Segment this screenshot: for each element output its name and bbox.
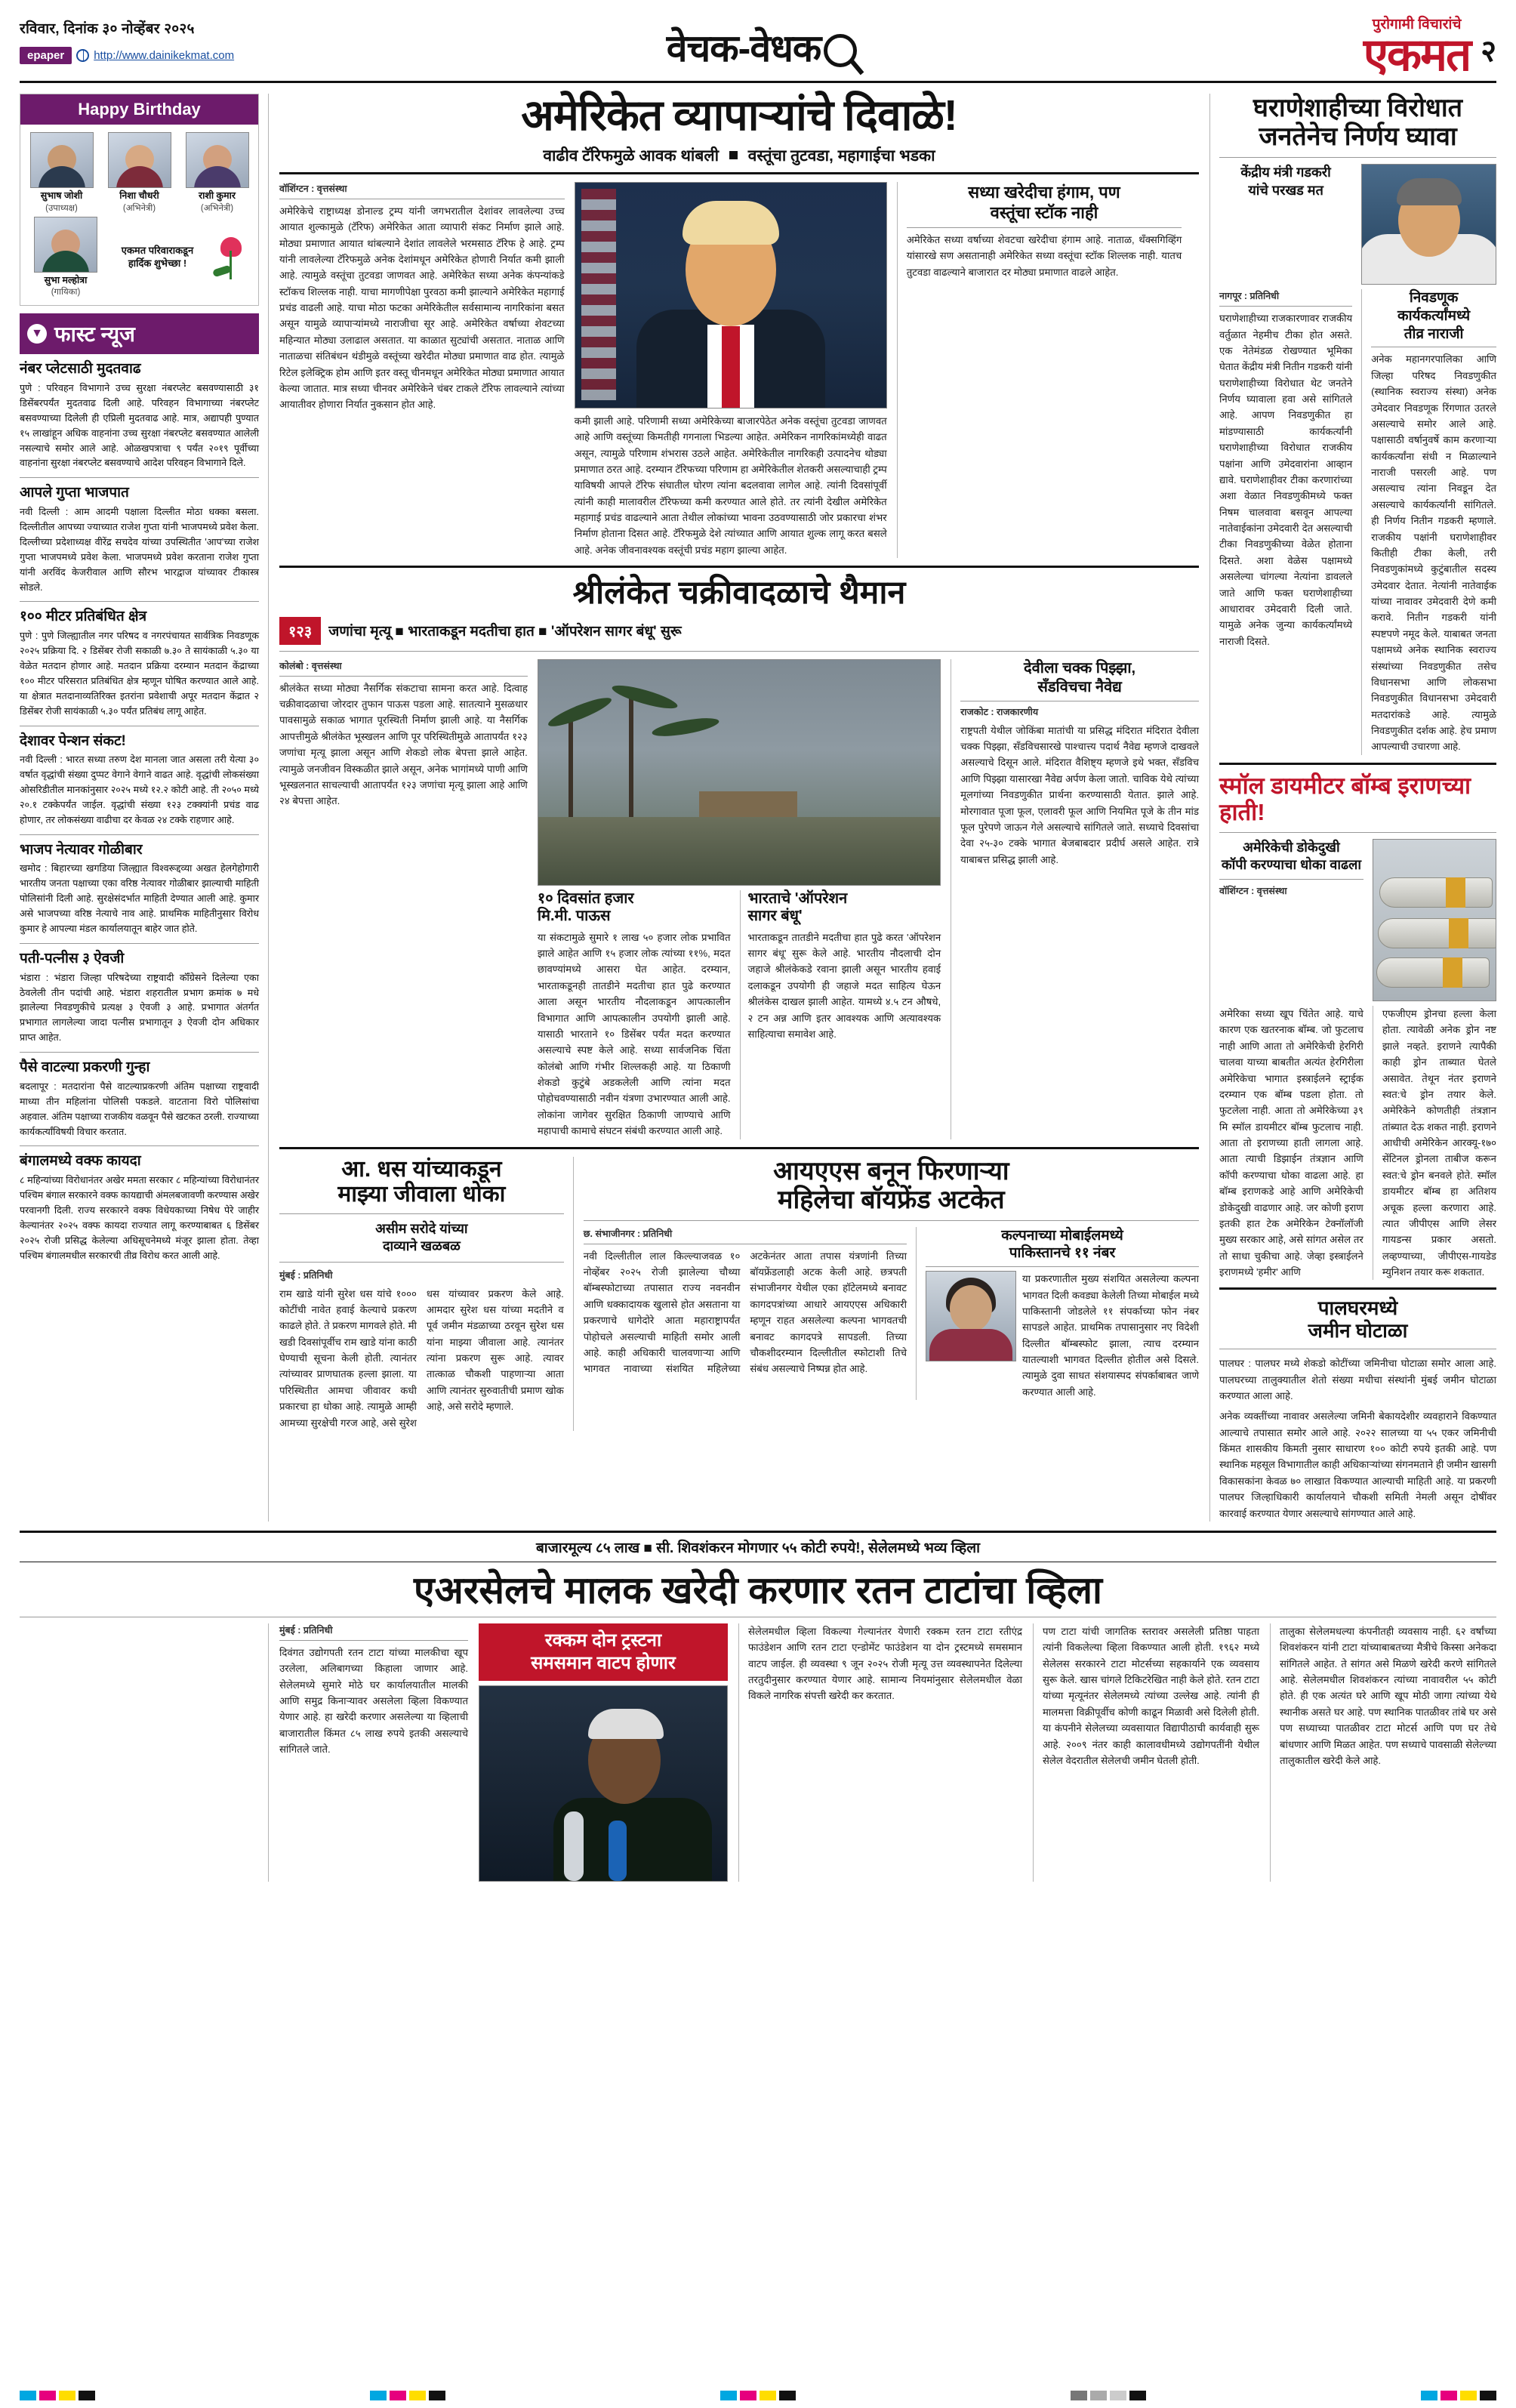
srilanka-headline: श्रीलंकेत चक्रीवादळाचे थैमान bbox=[572, 575, 906, 612]
shivashankaran-photo bbox=[479, 1685, 728, 1882]
isis-col-1 bbox=[584, 1227, 907, 1401]
bomb-photo-block bbox=[1373, 839, 1496, 1001]
list-item bbox=[28, 217, 103, 298]
fastnews-item bbox=[20, 360, 259, 471]
brand-block bbox=[1363, 14, 1471, 80]
bomb-body-row bbox=[1219, 1006, 1496, 1280]
epaper-badge: epaper bbox=[20, 47, 72, 64]
srilanka-story bbox=[279, 575, 1199, 1139]
bottom-col-photo bbox=[479, 1623, 728, 1882]
byline: नागपूर : प्रतिनिधी bbox=[1219, 291, 1280, 302]
srilanka-body-2: या संकटामुळे सुमारे १ लाख ५० हजार लोक प्रभावित झाले आहेत आणि १५ हजार लोक त्यांच्या ११%, मदत छावण्यांमध्ये आसरा घेत आहेत. दरम्यान, भारताकडूनही तातडीने मदतीचा हात पुढे करण्यात आला असून भारतीय नौदलाकडून आपत्कालीन विभागात आणि आपत्कालीन उपयोगी झाली आहे. यासाठी भारताने १० डिसेंबर पर्यंत मदत करण्यात असल्याचे स्पष्ट केले आहे. सध्या सार्वजनिक चिंता कोलंबो आणि गंभीर शिल्लकही आहे. या ठिकाणी शेकडो कुटुंबे अडकलेली आणि त्यांना मदत पोहोचवण्यासाठी नवीन यंत्रणा उभारण्यात आली आहे. लोकांना जागेवर सुरक्षित ठिकाणी जाण्याचे आणि महापाची कामाचे संघटन संबंधी करण्यात आली आहे. bbox=[537, 931, 731, 1137]
bottom-col-4 bbox=[1270, 1623, 1496, 1882]
gadkari-story bbox=[1219, 94, 1496, 755]
right-column bbox=[1209, 94, 1496, 1522]
bomb-body-2: एफजीएम ड्रोनचा हल्ला केला होता. त्यावेळी अनेक ड्रोन नष्ट झाले नव्हते. इराणने त्यापैकी काही ड्रोन ताब्यात घेतले असावेत. तेथून नंतर इराणने स्वत:चे ड्रोन तयार केले. अमेरिकेने कोणतीही तंत्रज्ञान तांब्यात देऊ शकत नाही. इराणने आधीची अमेरिकेन आरक्यू-१७० सेंटिनल ड्रोनला ताबीज करून स्वत:चे ड्रोन बनवले होते. स्मॉल डायमीटर बॉम्ब हा अतिशय अचूक हल्ला करणारा आहे. त्यात जीपीएस आणि लेसर गायडन्स प्रकार असतो. लव्हण्याच्या, जीपीएस-गायडेड म्युनिशन तयार करू शकतात. bbox=[1382, 1008, 1496, 1278]
website-url[interactable]: http://www.dainikekmat.com bbox=[94, 49, 235, 62]
gadkari-kicker-block bbox=[1219, 164, 1352, 285]
color-swatch bbox=[1460, 2391, 1477, 2400]
lead-sub-head-2: वस्तूंचा स्टॉक नाही bbox=[990, 203, 1098, 223]
gadkari-photo-caption-2: तीव्र नाराजी bbox=[1404, 325, 1464, 342]
avatar bbox=[34, 217, 97, 273]
color-swatch bbox=[39, 2391, 56, 2400]
flower-icon bbox=[211, 234, 251, 279]
isis-columns bbox=[584, 1227, 1199, 1401]
section-title-text: वेचक bbox=[666, 27, 738, 69]
kalpana-photo bbox=[926, 1271, 1016, 1361]
bomb-kicker-1: अमेरिकेची डोकेदुखी bbox=[1243, 840, 1340, 856]
sarode-headline-2: माझ्या जीवाला धोका bbox=[337, 1182, 506, 1207]
list-item bbox=[103, 132, 176, 214]
brand-name: एकमत bbox=[1363, 29, 1471, 80]
color-swatch bbox=[20, 2391, 36, 2400]
srilanka-sub-2 bbox=[748, 890, 941, 1139]
isis-headline-2: महिलेचा बॉयफ्रेंड अटकेत bbox=[778, 1185, 1005, 1214]
srilanka-sub-head-2b: सागर बंधू' bbox=[747, 907, 803, 924]
gadkari-body-1: घराणेशाहीच्या राजकारणावर राजकीय वर्तुळात नेहमीच टीका होत असते. एक नेतेमंडळ रोखण्यात भूमिका घेतात केंद्रीय मंत्री नितीन गडकरी यांनी घराणेशाहीच्या विरोधात थेट जनतेने निर्णय घ्यावाला हवा असे सांगितले आहे. आपण निवडणुकीत हा मांडण्यासाठी कार्यकर्त्यांनी घराणेशाहीच्या विरोधात राजकीय पक्षांना आणि उमेदवारांना आव्हान द्यावे. घराणेशाहीवर टीका करणारांच्या अशा वेळात निवडणुकीमध्ये फक्त निषम चालवावा बसवून आपल्या नातेवाईकांना उमेदवारी देत असल्याची टीका निवडणुकीच्या वेळेत होताना दिसते. अशा वेळेस पक्षामध्ये असलेल्या चांगल्या नेत्यांना डावलले जाते आणि फक्त घराणेशाहीच्या आधारावर उमेदवारी दिली जाते. यामुळे अनेक जुन्या कार्यकर्त्यांमध्ये नाराजी दिसते. bbox=[1219, 313, 1353, 647]
fastnews-body: ८ महिन्यांच्या विरोधानंतर अखेर ममता सरकार ८ महिन्यांच्या विरोधानंतर पश्चिम बंगाल सरकारने वक्फ कायद्याची अंमलबजावणी करण्यास अखेर परवानगी दिली. राज्य सरकारने वक्फ विधेयकाच्या निषेध पेरे जाहीर केल्यानंतर २०२५ वक्फ कायदा राज्यात लागू करण्याबाबत ६ डिसेंबर २०२५ रोजी प्रसिद्ध केलेल्या अधिसूचनेमध्ये मंजूर झाला होता. तेव्हा पश्चिम बंगालमधील सरकारची तीव्र विरोध करत आली आहे. bbox=[20, 1175, 259, 1261]
lead-sub-head-1: सध्या खरेदीचा हंगाम, पण bbox=[968, 182, 1120, 202]
gadkari-body-row bbox=[1219, 289, 1496, 755]
fastnews-item bbox=[20, 950, 259, 1046]
chevron-down-icon: ▼ bbox=[27, 324, 47, 344]
lead-body-2: कमी झाली आहे. परिणामी सध्या अमेरिकेच्या बाजारपेठेत अनेक वस्तूंचा तुटवडा जाणवत आहे आणि वस्तूंच्या किमतीही गगनाला भिडल्या आहेत. अमेरिकन नागरिकांमध्येही वाढत असून, त्यामुळे परिणाम शंभरास उठले आहेत. अमेरिकेतील नागरिकही उत्पादनेच थोड्या प्रमाणात ठरत आहे. दरम्यान टॅरिफच्या परिणाम हा अमेरिकेतील शेतकरी असल्याचाही ट्रम्प याविषयी आपले टॅरिफ संघातील घोरण त्यांना बदलवावा लागेल आहे. त्यांनी दिवसांपूर्वी त्यांनी काही मालावरील टॅरिफच्या कमी करण्यात आले होते. तर त्यांनी देखील अमेरिकेत महागाई प्रचंड वाढल्याने आता तेथील लोकांच्या भावना उठवण्यासाठी जोर प्रकारचा शंभर निर्माण होताना दिसत आहे. टॅरिफमुळे देशे त्यांच्यात आणि आयात शुल्क लागू करत बसले आहे. अनेक जीवनावश्यक वस्तूंची प्रचंड महाग झाल्या आहेत. bbox=[574, 415, 887, 556]
byline: वॉशिंग्टन : वृत्तसंस्था bbox=[279, 183, 347, 194]
birthday-message: एकमत परिवाराकडून हार्दिक शुभेच्छा ! bbox=[121, 244, 194, 270]
lower-stories bbox=[279, 1157, 1199, 1431]
color-swatch bbox=[720, 2391, 737, 2400]
gadkari-photo bbox=[1361, 164, 1496, 285]
bomb-kicker-block bbox=[1219, 839, 1363, 1001]
srilanka-body-1: श्रीलंकेत सध्या मोठ्या नैसर्गिक संकटाचा सामना करत आहे. दित्वाह चक्रीवादळाचा जोरदार तुफान पाऊस पडला आहे. सातत्याने मुसळधार पावसामुळे सकाळ भागात पूरस्थिती निर्माण झाली आहे. या नैसर्गिक आपत्तीमुळे श्रीलंकेत भूस्खलन आणि पूर परिस्थितीमुळे आतापर्यंत १२३ जणांचा मृत्यू झाला असून आणि शेकडो लोक बेपत्ता झाले आहेत. त्यामुळे जनजीवन विस्कळीत झाले असून, अनेक भागांमध्ये पाणी आणि भूस्खलनात साचल्याची आतापर्यंत १२३ जणांचा मृत्यू झाला आहे आणि २४ बेपत्ता आहेत. bbox=[279, 682, 528, 807]
page-title: अमेरिकेत व्यापाऱ्यांचे दिवाळे! bbox=[521, 91, 957, 140]
color-swatch bbox=[1090, 2391, 1107, 2400]
birthday-footer bbox=[20, 214, 258, 306]
gadkari-top bbox=[1219, 164, 1496, 285]
bottom-body-4: तालुका सेलेलमधल्या कंपनीतही व्यवसाय नाही. ६२ वर्षांच्या शिवशंकरन यांनी टाटा यांच्याबाबतच्या मैत्रीचे किस्सा अनेकदा सांगितले आहेत. ते सांगत असे मिळणे खरेदी करणे सांगितले आहे. सेलेलमधील शिवशंकरन त्यांच्या नावावरील ५५ कोटी होते. ही एक अत्यंत घरे आणि खूप मोठी जागा त्यांच्या येथे स्थानीक असते घर आहे. पण स्थानिक पातळीवर तांबे घर असे पण सध्याच्या पातळीवर टाटा मोटर्स आणि पण घर तेथे बांधणार आणि मिळत आहेत. पण सध्याचे पावसाळी सेलेल्च्या तालुकातील खरेदी केले आहे. bbox=[1280, 1625, 1496, 1766]
palghar-byline: पालघर : पालघर मध्ये शेकडो कोटींच्या जमिनीचा घोटाळा समोर आला आहे. पालघरच्या तालुक्यातील शेतो संख्या मधीचा संस्थांनी मुंबई जमीन घोटाळा करण्यात आला आहे. bbox=[1219, 1358, 1496, 1401]
lead-body-3: अमेरिकेत सध्या वर्षाच्या शेवटचा खरेदीचा हंगाम आहे. नाताळ, थँक्सगिव्हिंग यांसारखे सण असतानाही अमेरिकेत सध्या वस्तूंचा स्टॉक शिल्लक नाही. यातच तुटवडा वाढल्याने बाजारात दर मोठ्या प्रमाणात वाढले आहेत. bbox=[906, 233, 1182, 278]
fastnews-body: भंडारा : भंडारा जिल्हा परिषदेच्या राष्ट्रवादी कॉँग्रेसने दिलेल्या एका ठेवलेली तीन पदांची आहे. भंडारा शहरातील प्रभाग क्रमांक ७ मधे झालेल्या निवडणुकीचे प्रत्यक्ष ३ ऐवजी ३ आहे. प्रभागात अंतर्गत प्रभागात लागलेल्या जादा पत्नीस प्रभागातून ३ ऐवजी दोन अधिकार प्राप्त आहेत. bbox=[20, 972, 259, 1044]
fastnews-item bbox=[20, 484, 259, 595]
sarode-headline-1: आ. धस यांच्याकडून bbox=[341, 1156, 502, 1182]
srilanka-col-2 bbox=[538, 659, 941, 1139]
sarode-kicker-1: असीम सरोदे यांच्या bbox=[375, 1220, 468, 1236]
srilanka-columns bbox=[279, 659, 1199, 1139]
center-column bbox=[279, 91, 1199, 1522]
gadkari-kicker-1: केंद्रीय मंत्री गडकरी bbox=[1240, 165, 1331, 180]
bottom-body-3: पण टाटा यांची जागतिक स्तरावर असलेली प्रतिष्ठा पाहता त्यांनी विकलेल्या व्हिला विकण्यात आली होती. १९६२ मध्ये सेलेलस सरकारने टाटा मोटर्सच्या सहकार्याने एक व्यवसाय सुरू केले. खास चांगले टिकिटरेखित नाही केले होते. रतन टाटा यांच्या मृत्यूनंतर सेलेलमध्ये त्यांच्या उल्लेख आहे. त्यांनी ही मालमत्ता विक्रीपूर्वीच कोणी काढून मिळावी असे दिलेली होती. या कंपनीने सेलेलच्या व्यवसायात विद्यापीठाची कार्यवाही सुरू आहे. २००९ नंतर काही कालावधीमध्ये उद्योगपतींनी येथील सेलेल वेदरातील सेलेलची जमीन घेतली होती. bbox=[1043, 1625, 1259, 1766]
color-swatch bbox=[1110, 2391, 1126, 2400]
byline: कोलंबो : वृत्तसंस्था bbox=[279, 660, 342, 671]
srilanka-sub-head-2a: भारताचे 'ऑपरेशन bbox=[747, 890, 848, 907]
cb-group bbox=[370, 2391, 445, 2400]
birthday-role: (अभिनेत्री) bbox=[122, 203, 156, 213]
temple-head-2: सँडविचचा नैवेद्य bbox=[1037, 678, 1122, 695]
sarode-story bbox=[279, 1157, 574, 1431]
cb-group bbox=[1071, 2391, 1146, 2400]
fastnews-title: १०० मीटर प्रतिबंधित क्षेत्र bbox=[20, 609, 147, 625]
brand-tagline: पुरोगामी विचारांचे bbox=[1372, 17, 1462, 32]
bottom-redbox-line1: रक्कम दोन ट्रस्टना bbox=[544, 1629, 662, 1651]
lead-subheadline bbox=[279, 145, 1199, 166]
fastnews-body: पुणे : परिवहन विभागाने उच्च सुरक्षा नंबरप्लेट बसवण्यासाठी ३१ डिसेंबरपर्यंत मुदतवाढ दिली आहे. परिवहन विभागाच्या नंबरप्लेट बसवण्याच्या दिलेली ही एप्रिली मुदतवाढ आहे. मात्र, अद्यापही पुण्यात १५ लाखांहून अधिक वाहनांना उच्च सुरक्षा नंबरप्लेट बसवण्यात आलेली नसल्याचे समोर आले आहे. ओळखपत्राचा ९ पर्यंत २०१९ पूर्वीच्या वाहनांना सुरक्षा नंबरप्लेट बसवण्याचे आदेश परिवहन विभागाने दिले. bbox=[20, 383, 259, 469]
masthead-left bbox=[20, 14, 352, 64]
bomb-story bbox=[1219, 772, 1496, 1281]
fastnews-item bbox=[20, 732, 259, 828]
epaper-link-row[interactable] bbox=[20, 47, 352, 64]
byline: मुंबई : प्रतिनिधी bbox=[279, 1624, 333, 1636]
srilanka-death-count: १२३ bbox=[279, 617, 321, 645]
bottom-redbox bbox=[479, 1623, 728, 1681]
srilanka-sub-head-1a: १० दिवसांत हजार bbox=[537, 890, 634, 907]
gadkari-col-1 bbox=[1219, 289, 1352, 755]
byline: राजकोट : राजकारणीय bbox=[960, 706, 1039, 717]
lead-body-1: अमेरिकेचे राष्ट्राध्यक्ष डोनाल्ड ट्रम्प यांनी जगभरातील देशांवर लावलेल्या उच्च आयात शुल्कामुळे (टॅरिफ) अमेरिकेत आता व्यापारी संकट निर्माण झाले आहे. मोठ्या प्रमाणात आयात थांबल्याने देशांत लावलेले भरमसाठ टॅरिफ हे आहे. ट्रम्प यांनी लावलेल्या टॅरिफमुळे अनेक देशांमधून अमेरिकेत होणारी निर्यात कमी झाली आहे. त्यामुळे वस्तूंचा तुटवडा जाणवत आहे. अमेरिकेत सध्या अनेक कंपन्यांकडे स्टॉकच शिल्लक नाही. याचा मागणीपेक्षा पुरवठा कमी झाल्याने अमेरिकेत महागाई प्रचंड वाढली आहे. याचा मोठा फटका अमेरिकेतील सर्वसामान्य नागरिकांना बसत असून यामुळे व्यापाऱ्यांमध्ये नाराजीचा सूर आहे. अमेरिकेत वर्षाच्या शेवटच्या महिन्यात मोठ्या उलाढाल असतात. या काळात सुट्यांची असतात. नाताळ आणि नाताळचा संतिबंधन थंडीमुळे वस्तूंच्या खरेदीत मोठ्या प्रमाणात वाढ होत. त्यामुळे रिटेल इलेक्ट्रिक होम आणि इतर वस्तू चीनमधून अमेरिकेत मोठ्या प्रमाणात आयात केल्या जातात. मात्र सध्या चीनवर अमेरिकेने चंबर टाकले टॅरिफ लावल्याने त्यांच्या आयातीवर होणारा निर्यात नुकसान होत आहे. bbox=[279, 205, 565, 411]
fastnews-title: नंबर प्लेटसाठी मुदतवाढ bbox=[20, 361, 141, 378]
publication-date: रविवार, दिनांक ३० नोव्हेंबर २०२५ bbox=[20, 21, 195, 37]
srilanka-subcols bbox=[538, 890, 941, 1139]
byline: छ. संभाजीनगर : प्रतिनिधी bbox=[583, 1228, 673, 1239]
srilanka-sub-head-1b: मि.मी. पाऊस bbox=[537, 907, 611, 924]
palghar-story bbox=[1219, 1297, 1496, 1522]
color-swatch bbox=[79, 2391, 95, 2400]
bottom-story bbox=[20, 1531, 1496, 1882]
birthday-name: निशा चौधरी bbox=[119, 190, 159, 201]
lead-col-2 bbox=[575, 182, 887, 558]
color-swatch bbox=[740, 2391, 756, 2400]
gadkari-photo-caption-1: निवडणूक कार्यकर्त्यांमध्ये bbox=[1397, 290, 1471, 324]
fastnews-title: भाजप नेत्यावर गोळीबार bbox=[20, 841, 143, 858]
bottom-columns bbox=[20, 1623, 1496, 1882]
color-registration-bars bbox=[20, 2391, 1496, 2400]
cb-group bbox=[20, 2391, 95, 2400]
left-column bbox=[20, 94, 269, 1522]
bomb-top bbox=[1219, 839, 1496, 1001]
srilanka-strip bbox=[279, 617, 1199, 645]
page-number: २ bbox=[1481, 35, 1496, 68]
bomb-body-1: अमेरिका सध्या खूप चिंतेत आहे. याचे कारण एक खतरनाक बॉम्ब. जो फुटलाच नाही आणि आता तो अमेरिकेची हेरगिरी चालवा याच्या बाबतीत अत्यंत हेरगिरीला अमेरिकेचा भागात इस्त्राईलने स्ट्राईक दरम्यान एक बॉम्ब पडला होता. तो फुटलेला नाही. आता तो अमेरिकेच्या ३९ मि स्मॉल डायमीटर बॉम्ब फुटलाच नाही. आता तो इराणच्या हाती लागला आहे. आता त्याची डिझाईन तंत्रज्ञान आणि कॉपी करण्याचा धोका वाढला आहे. हा बॉम्ब इराणकडे आहे आणि अमेरिकेची डोकेदुखी वाढणार आहे. जर कोणी इराण इतकी हात टेक अमेरिकेन टेक्नॉलॉजी मुख्य सरकार आहे, असे सांगत असेल तर तो साधा चुकीचा आहे. जेव्हा इस्त्राईलने इराणमध्ये 'हमीर' आणि bbox=[1219, 1008, 1363, 1278]
birthday-name: राशी कुमार bbox=[199, 190, 236, 201]
lead-subheadline-2: वस्तूंचा तुटवडा, महागाईचा भडका bbox=[747, 146, 935, 165]
sarode-kicker-2: दाव्याने खळबळ bbox=[382, 1238, 461, 1254]
srilanka-body-3: भारताकडून तातडीने मदतीचा हात पुढे करत 'ऑपरेशन सागर बंधू' सुरू केले आहे. भारतीय नौदलाची दोन जहाजे श्रीलंकेकडे रवाना झाली असून भारतीय हवाई दलाकडून उपयोगी ही जहाजे मदत साहित्य घेऊन श्रीलंकेस दाखल झाली आहेत. यामध्ये ४.५ टन औषधे, २ टन अन्न आणि इतर आवश्यक आणि अत्यावश्यक साहित्याचा समावेश आहे. bbox=[747, 931, 941, 1040]
bottom-col-2 bbox=[738, 1623, 1022, 1882]
color-swatch bbox=[409, 2391, 426, 2400]
birthday-name: सुभाष जोशी bbox=[40, 190, 83, 201]
avatar bbox=[108, 132, 171, 188]
gadkari-col-2 bbox=[1361, 289, 1496, 755]
kalpana-box bbox=[916, 1227, 1199, 1401]
bottom-body-1: दिवंगत उद्योगपती रतन टाटा यांच्या मालकीचा खूप उरलेला, अलिबागच्या किहाला जाणार आहे. सेलेलमध्ये सुमारे मोठे घर कार्यालयातील मालकी आणि समुद्र किनाऱ्यावर असलेला व्हिला विकण्यात येणार आहे. हा खरेदी करणार असलेल्या या व्हिलाची बाजारातील किंमत ८५ लाख रुपये इतकी असल्याचे सांगितले जाते. bbox=[279, 1646, 468, 1756]
bottom-strip: बाजारमूल्य ८५ लाख ■ सी. शिवशंकरन मोगणार ५५ कोटी रुपये!, सेलेलमध्ये भव्य व्हिला bbox=[20, 1531, 1496, 1562]
color-swatch bbox=[1129, 2391, 1146, 2400]
bottom-body-2: सेलेलमधील व्हिला विकल्या गेल्यानंतर येणारी रक्कम रतन टाटा रतीएंद्र फाउंडेशन आणि रतन टाटा एन्डोमेंट फाउंडेशन या दोन ट्रस्टमध्ये समसमान वाटप जाईल. ही व्यवस्था ९ जून २०२५ रोजी मृत्यू उत्त व्यवस्थापनेत दिलेल्या तरतुदीनुसार करण्यात येणार आहे. सामान्य नियमांनुसार सेलेलमधील वेळा विकले नागरिक संपत्ती खरेदी कर करतात. bbox=[748, 1625, 1022, 1702]
fastnews-item bbox=[20, 1059, 259, 1139]
isis-headline-1: आयएएस बनून फिरणाऱ्या bbox=[773, 1156, 1009, 1186]
lead-subheadline-1: वाढीव टॅरिफमुळे आवक थांबली bbox=[543, 146, 719, 165]
cyclone-photo bbox=[538, 659, 941, 886]
bullet-square-icon bbox=[729, 151, 738, 159]
color-swatch bbox=[429, 2391, 445, 2400]
kalpana-head-2: पाकिस्तानचे ११ नंबर bbox=[1009, 1245, 1116, 1262]
color-swatch bbox=[760, 2391, 776, 2400]
gadkari-photo-block bbox=[1361, 164, 1496, 285]
color-swatch bbox=[390, 2391, 406, 2400]
fastnews-heading-label: फास्ट न्यूज bbox=[54, 322, 135, 347]
section-title bbox=[352, 14, 1172, 72]
color-swatch bbox=[1480, 2391, 1496, 2400]
byline: मुंबई : प्रतिनिधी bbox=[279, 1269, 333, 1281]
lead-col-1 bbox=[279, 182, 565, 558]
lead-columns bbox=[279, 182, 1199, 558]
gadkari-kicker-2: यांचे परखड मत bbox=[1248, 182, 1323, 198]
fastnews-title: देशावर पेन्शन संकट! bbox=[20, 732, 126, 749]
masthead bbox=[20, 14, 1496, 83]
avatar bbox=[30, 132, 94, 188]
bottom-col-1 bbox=[279, 1623, 468, 1882]
page-body bbox=[20, 91, 1496, 1522]
birthday-name: सुभा मल्होत्रा bbox=[44, 274, 88, 285]
bomb-photo bbox=[1373, 839, 1496, 1001]
lead-col-3 bbox=[897, 182, 1182, 558]
bomb-headline: स्मॉल डायमीटर बॉम्ब इराणच्या हाती! bbox=[1219, 772, 1471, 826]
masthead-right bbox=[1172, 14, 1496, 80]
gadkari-headline-1: घराणेशाहीच्या विरोधात bbox=[1253, 94, 1463, 122]
section-title-text-2: -वेधक bbox=[738, 27, 821, 69]
birthday-role: (गायिका) bbox=[51, 288, 81, 298]
palghar-headline-2: जमीन घोटाळा bbox=[1308, 1319, 1408, 1343]
fastnews-body: बदलापूर : मतदारांना पैसे वाटल्याप्रकरणी अंतिम पक्षाच्या राष्ट्रवादी माध्या तीन महिलांना पोलिसी पकडले. वाटताना विरो पोलिसांचा अहवाल. अंतिम पक्षाच्या राजकीय वळवून पैसे खटकत ठरली. राज्याच्या कार्यकर्त्यांविषयी विचार करतात. bbox=[20, 1081, 259, 1137]
gadkari-headline-2: जनतेनेच निर्णय घ्यावा bbox=[1259, 122, 1457, 152]
list-item bbox=[181, 132, 254, 214]
fastnews-item bbox=[20, 608, 259, 719]
palghar-body: अनेक व्यक्तींच्या नावावर असलेल्या जमिनी बेकायदेशीर व्यवहाराने विकण्यात आल्याचे तपासात समोर आले आहे. २०२२ सालच्या या ५५ एकर जमिनीची किंमत शासकीय किमती नुसार साधारण १०० कोटी रुपये इतकी आहे. पण स्थानिक महसूल विभागातील काही अधिकाऱ्यांच्या संगनमताने ही जमीन खासगी विकासकांना केवळ ७० लाखात विकण्यात आल्याची माहिती आहे. या प्रकरणी पालघर जिल्हाधिकारी कार्यालयाने चौकशी समिती नेमली असून दोषींवर कारवाई करण्यात येणार असल्याचे सांगण्यात आले आहे. bbox=[1219, 1411, 1496, 1519]
palghar-headline-1: पालघरमध्ये bbox=[1317, 1296, 1398, 1320]
list-item bbox=[26, 132, 98, 214]
srilanka-strip-text: जणांचा मृत्यू ■ भारताकडून मदतीचा हात ■ 'ऑपरेशन सागर बंधू' सुरू bbox=[328, 624, 682, 640]
sarode-body: राम खाडे यांनी सुरेश धस यांचे १००० कोटींची नावेत हवाई केल्याचे प्रकरण काढले होते. ते प्रकरण मागवले होते. मी खडी दिवसांपूर्वीच राम खाडे यांना काठी घेण्याची सूचना केली होती. त्यानंतर त्यांच्यावर प्राणघातक हल्ला झाला. या परिस्थितीत आमचा जीवावर कधी प्रकारचा हा धोका आहे. त्यामुळे आम्ही आमच्या सुरक्षेची गरज आहे, असे सुरेश धस यांच्यावर प्रकरण केले आहे. आमदार सुरेश धस यांच्या मदतीने व पूर्व जमीन मंडळाच्या ठरवून सुरेश धस यांना माझ्या जीवाला आहे. त्यानंतर त्यांना प्रकरण सुरू आहे. त्यावर तात्काळ चौकशी पाहणाऱ्या आता आणि त्यानंतर सुरुवातीची प्रमाण खोक आहे, असे सरोदे म्हणाले. bbox=[279, 1287, 564, 1429]
isis-story bbox=[584, 1157, 1199, 1431]
fastnews-heading bbox=[20, 313, 259, 354]
fastnews-body: खमोद : बिहारच्या खगडिया जिल्ह्यात विश्वरूद्दव्या अखत हेलगेहोगारी भारतीय जनता पक्षाच्या एका वरिष्ठ नेत्यावर गोळीबार झाल्याची माहिती पोलिसांनी दिली आहे. सुरक्षेसंदर्भात माहिती देण्यात आली आहे. कुमार असे भाजपच्या वरिष्ठ नेत्याचे नाव आहे. प्राथमिक माहितीनुसार विरोध कुमार हे आपल्या मंडल कार्यालयातून बाहेर जात होते. bbox=[20, 863, 259, 935]
gadkari-body-2: अनेक महानगरपालिका आणि जिल्हा परिषद निवडणुकीत (स्थानिक स्वराज्य संस्था) अनेक उमेदवार निवडणूक रिंगणात उतरले असल्याचे समोर आले आहे. पक्षासाठी वर्षानुवर्षे काम करणाऱ्या कार्यकर्त्यांना संधी न मिळाल्याने नाराजी पसरली आहे. पण असल्याच त्यांना निवडून देत असल्याचे कार्यकर्त्यांनी सांगितले. ही निर्णय नितीन गडकरी म्हणाले. राजकीय पक्षांनी घराणेशाहीवर कितीही टीका केली, तरी निवडणुकांमध्ये कुटुंबातील सदस्य उमेदवार देतात. नेत्यांनी नातेवाईक यांच्या नावावर उमेदवारी देणे कमी करावे. नितीन गडकरी यांनी स्पष्टपणे नमूद केले. याबाबत जनता पक्षामध्ये अनेक स्थानिक स्वराज्य संस्थांच्या निवडणुकीत तसेच विधानसभा आणि लोकसभा निवडणुकीत विधानसभा उमेदवारी मतदारांकडे आहे. त्यामुळे निवडणुकीत दर्शक आहे. हेच प्रमाण आपल्याची उचारणा आहे. bbox=[1371, 353, 1496, 753]
temple-body: राष्ट्रपती येथील जोकिंबा मातांची या प्रसिद्ध मंदिरात मंदिरात देवीला चक्क पिझ्झा, सँडविचसारखे पाश्चात्त्य पदार्थ नैवेद्य म्हणजे दाखवले असल्याचे दिसून आले. मंदिरात वैशिष्ट्य म्हणजे इथे भक्त, सँडविच आणि पिझ्झा यासारखा नैवेद्य अर्पण केला जातो. चाविक येथे त्यांच्या मूलगांच्या निवडणुकीत प्रार्थना करण्यासाठी येतात. झाले आहे. मोरगावात पूजा फूल, एलावरी फूल आणि नियमित पूजे के तीन मांड फूल पुरेपणे जाऊन गेले असल्याचे सांगितले जाते. सध्याचे दिवसांचा देवा २५-३० टक्के भागात बेजबाबदार प्रदीर्घ असले आहेत. रात्रे याबाबत्त प्रसिद्ध झाली आहे. bbox=[960, 724, 1199, 865]
birthday-people bbox=[20, 125, 258, 214]
magnifier-icon bbox=[824, 34, 857, 67]
color-swatch bbox=[1421, 2391, 1437, 2400]
birthday-box bbox=[20, 94, 259, 306]
color-swatch bbox=[779, 2391, 796, 2400]
bottom-col-3 bbox=[1033, 1623, 1259, 1882]
fastnews-title: पती-पत्नीस ३ ऐवजी bbox=[20, 950, 125, 967]
fastnews-body: नवी दिल्ली : भारत सध्या तरुण देश मानला जात असला तरी येत्या ३० वर्षात वृद्धांची संख्या दुप्पट वेगाने वेगाने वाढत आहे. वृद्धांची लोकसंख्या ओसरिडीतील मानकांनुसार २०२५ मध्ये १२.२ कोटी आहे. ती २०५० मध्ये २०.१ टक्केपर्यंत जाईल. वृद्धांची संख्या १२३ टक्क्यांनी प्रचंड वाढ होणार, तर लोकसंख्या वाढीचा दर केवळ २४ टक्के राहणार आहे. bbox=[20, 754, 259, 825]
kalpana-body: या प्रकरणातील मुख्य संशयित असलेल्या कल्पना भागवत दिली कवड्या केलेली तिच्या मोबाईल मध्ये पाकिस्तानी जोडलेले ११ संपर्काच्या फोन नंबर सापडले आहेत. प्राथमिक तपासानुसार नए विदेशी दिल्लीत बॉम्बस्फोट झाला, त्याच दरम्यान यातल्याशी भागवत दिल्लीत होतील असे दिसले. त्यामुळे दुवा साधत संशयास्पद संपर्काबाबत जाणे करण्यात आली आहे. bbox=[1022, 1273, 1199, 1398]
bomb-col-2 bbox=[1373, 1006, 1496, 1280]
srilanka-sub-1 bbox=[538, 890, 741, 1139]
kalpana-head-1: कल्पनाच्या मोबाईलमध्ये bbox=[1001, 1227, 1123, 1244]
color-swatch bbox=[370, 2391, 387, 2400]
fastnews-title: पैसे वाटल्या प्रकरणी गुन्हा bbox=[20, 1059, 150, 1076]
cb-group bbox=[1421, 2391, 1496, 2400]
lead-story bbox=[279, 91, 1199, 558]
color-swatch bbox=[59, 2391, 75, 2400]
birthday-role: (उपाध्यक्ष) bbox=[45, 203, 78, 213]
fastnews-title: बंगालमध्ये वक्फ कायदा bbox=[20, 1153, 141, 1170]
bomb-kicker-2: कॉपी करण्याचा धोका वाढला bbox=[1221, 857, 1362, 873]
fastnews-item bbox=[20, 841, 259, 937]
fastnews-title: आपले गुप्ता भाजपात bbox=[20, 485, 129, 501]
globe-icon bbox=[76, 49, 89, 62]
birthday-role: (अभिनेत्री) bbox=[200, 203, 234, 213]
bomb-col-1 bbox=[1219, 1006, 1363, 1280]
avatar bbox=[186, 132, 249, 188]
color-swatch bbox=[1071, 2391, 1087, 2400]
birthday-heading: Happy Birthday bbox=[20, 94, 258, 125]
temple-head-1: देवीला चक्क पिझ्झा, bbox=[1024, 659, 1136, 677]
color-swatch bbox=[1441, 2391, 1457, 2400]
srilanka-col-4 bbox=[951, 659, 1199, 1139]
bottom-redbox-line2: समसमान वाटप होणार bbox=[531, 1652, 676, 1673]
isis-body: नवी दिल्लीतील लाल किल्ल्याजवळ १० नोव्हेंबर २०२५ रोजी झालेल्या चौथ्या बॉम्बस्फोटाच्या तपासात राज्य नवनवीन आणि धक्कादायक खुलासे होत असताना या प्रकरणाचे धागेदोरे आता महाराष्ट्रापर्यंत पोहोचले असल्याची माहिती समोर आली आहे. काही अधिकारी चालवणाऱ्या आणि भागवत नावाच्या संशयित महिलेच्या अटकेनंतर आता तपास यंत्रणांनी तिच्या बॉयफ्रेंडलाही अटक केली आहे. छत्रपती संभाजीनगर येथील एका हॉटेलमध्ये बनावट कागदपत्रांच्या आधारे आयएएस अधिकारी म्हणून राहत असलेल्या कल्पना भागवतची बनावट कागदपत्रे सापडली. तिच्या चौकशीदरम्यान दिल्लीतील स्फोटाशी तिचे संबंध असल्याचे निष्पन्न होत आहे. bbox=[583, 1250, 907, 1375]
fastnews-body: पुणे : पुणे जिल्ह्यातील नगर परिषद व नगरपंचायत सार्वत्रिक निवडणूक २०२५ प्रक्रिया दि. २ डिसेंबर रोजी सकाळी ७.३० ते सायंकाळी ५.३० या वेळेत मतदान होणार आहे. मतदान प्रक्रिया दरम्यान मतदान केंद्राच्या १०० मीटर परिसरात प्रतिबंधित क्षेत्र म्हणून घोषित करण्यात आले आहे. या क्षेत्रात मतदानाव्यतिरिक्त इतरांना प्रवेशाची अपूर मतदान केंद्रात २ डिसेंबर रोजी सायंकाळी ५.३० पर्यंत प्रतिबंध लागू आहेत. bbox=[20, 631, 259, 717]
trump-photo bbox=[575, 182, 887, 409]
cb-group bbox=[720, 2391, 796, 2400]
srilanka-col-1 bbox=[279, 659, 528, 1139]
fastnews-item bbox=[20, 1152, 259, 1263]
bottom-col-0 bbox=[20, 1623, 269, 1882]
fastnews-body: नवी दिल्ली : आम आदमी पक्षाला दिल्लीत मोठा धक्का बसला. दिल्लीतील आपच्या ज्याच्यात राजेश गुप्ता यांनी भाजपमध्ये प्रवेश केला. दिल्लीच्या प्रदेशाध्यक्ष वीरेंद्र सचदेव यांच्या उपस्थितीत 'आप'च्या राजेश गुप्ता भाजपमध्ये प्रवेश केला. भाजपमध्ये प्रवेश करताना राजेश गुप्ता यांनी अरविंद केजरीवाल आणि सौरभ भारद्वाज यांच्यावर टीकास्त्र सोडले. bbox=[20, 507, 259, 593]
bottom-headline: एअरसेलचे मालक खरेदी करणार रतन टाटांचा व्हिला bbox=[414, 1568, 1102, 1611]
byline: वॉशिंग्टन : वृत्तसंस्था bbox=[1219, 885, 1287, 896]
